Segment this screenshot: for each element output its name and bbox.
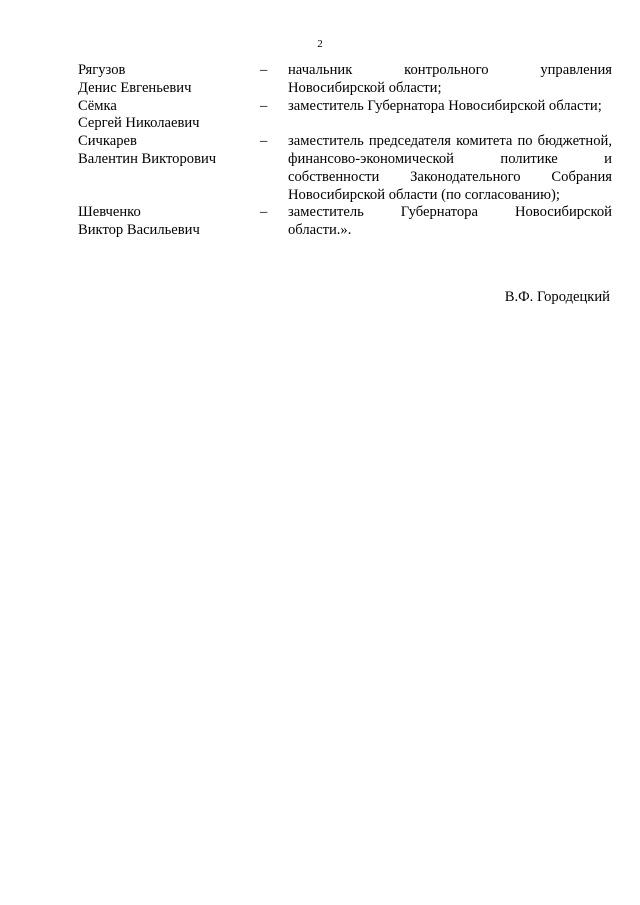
member-surname: Сёмка (78, 97, 117, 114)
member-surname: Шевченко (78, 204, 141, 221)
member-position: заместитель председателя комитета по бюджетной, финансово-экономической политике и собственности Законодательного Собрания Новосибирской области (по согласованию); (288, 133, 612, 203)
member-name (78, 204, 260, 240)
member-row (78, 204, 612, 240)
member-position: заместитель Губернатора Новосибирской области.». (288, 204, 612, 239)
member-position: начальник контрольного управления Новосибирской области; (288, 62, 612, 96)
member-name (78, 62, 260, 98)
member-position: заместитель Губернатора Новосибирской области; (288, 97, 602, 114)
signature: В.Ф. Городецкий (504, 289, 610, 305)
member-dash: – (260, 204, 268, 221)
member-given-names: Валентин Викторович (78, 150, 217, 167)
member-dash: – (260, 97, 268, 114)
page-number: 2 (317, 38, 323, 50)
member-given-names: Сергей Николаевич (78, 115, 200, 132)
member-list (78, 62, 612, 240)
member-name (78, 98, 260, 134)
member-surname: Сичкарев (78, 133, 137, 150)
member-dash: – (260, 133, 268, 150)
member-dash: – (260, 62, 268, 78)
member-row (78, 133, 612, 204)
member-given-names: Виктор Васильевич (78, 222, 200, 239)
member-row (78, 98, 612, 134)
member-surname: Рягузов (78, 62, 126, 78)
member-name (78, 133, 260, 169)
member-given-names: Денис Евгеньевич (78, 79, 192, 96)
member-row (78, 62, 612, 98)
